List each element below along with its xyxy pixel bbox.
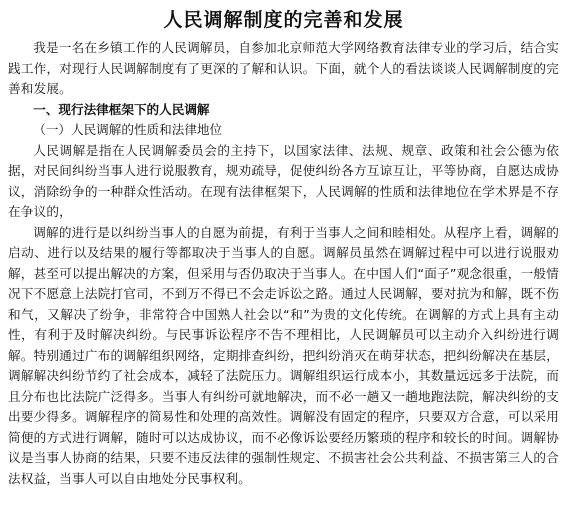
body-paragraph-1: 人民调解是指在人民调解委员会的主持下，以国家法律、法规、规章、政策和社会公德为依据，对民间纠纷当事人进行说服教育，规劝疏导，促使纠纷各方互谅互让，平等协商，自愿达成协议，消除纷争的一种群众性活动。在现有法律框架下，人民调解的性质和法律地位在学术界是不存在争议的， [8, 142, 559, 219]
subsection-heading-1: （一）人民调解的性质和法律地位 [33, 122, 223, 137]
document-title: 人民调解制度的完善和发展 [163, 9, 404, 31]
body-paragraph-2: 调解的进行是以纠纷当事人的自愿为前提，有利于当事人之间和睦相处。从程序上看，调解的启动、进行以及结果的履行等都取决于当事人的自愿。调解员虽然在调解过程中可以进行说服劝解，甚至可以提出解决的方案，但采用与否仍取决于当事人。在中国人们“面子”观念很重，一般情况下不愿意上法院打官司，不到万不得已不会走诉讼之路。通过人民调解，要对抗为和解，既不伤和气，又解决了纷争，非常符合中国熟人社会以“和”为贵的文化传统。在调解的方式上具有主动性，有利于及时解决纠纷。与民事诉讼程序不告不理相比，人民调解员可以主动介入纠纷进行调解。特别通过广布的调解组织网络，定期排查纠纷，把纠纷消灭在萌芽状态，把纠纷解决在基层，调解解决纠纷节约了社会成本，减轻了法院压力。调解组织运行成本小，其数量远远多于法院，而且分布也比法院广泛得多。当事人有纠纷可就地解决，而不必一趟又一趟地跑法院，解决纠纷的支出要少得多。调解程序的简易性和处理的高效性。调解没有固定的程序，只要双方合意，可以采用简便的方式进行调解，随时可以达成协议，而不必像诉讼要经历繁琐的程序和较长的时间。调解协议是当事人协商的结果，只要不违反法律的强制性规定、不损害社会公共利益、不损害第三人的合法权益，当事人可以自由地处分民事权利。 [8, 224, 559, 486]
section-heading-1: 一、现行法律框架下的人民调解 [33, 101, 210, 117]
intro-paragraph: 我是一名在乡镇工作的人民调解员，自参加北京师范大学网络教育法律专业的学习后，结合实践工作，对现行人民调解制度有了更深的了解和认识。下面，就个人的看法谈谈人民调解制度的完善和发展。 [8, 40, 559, 96]
